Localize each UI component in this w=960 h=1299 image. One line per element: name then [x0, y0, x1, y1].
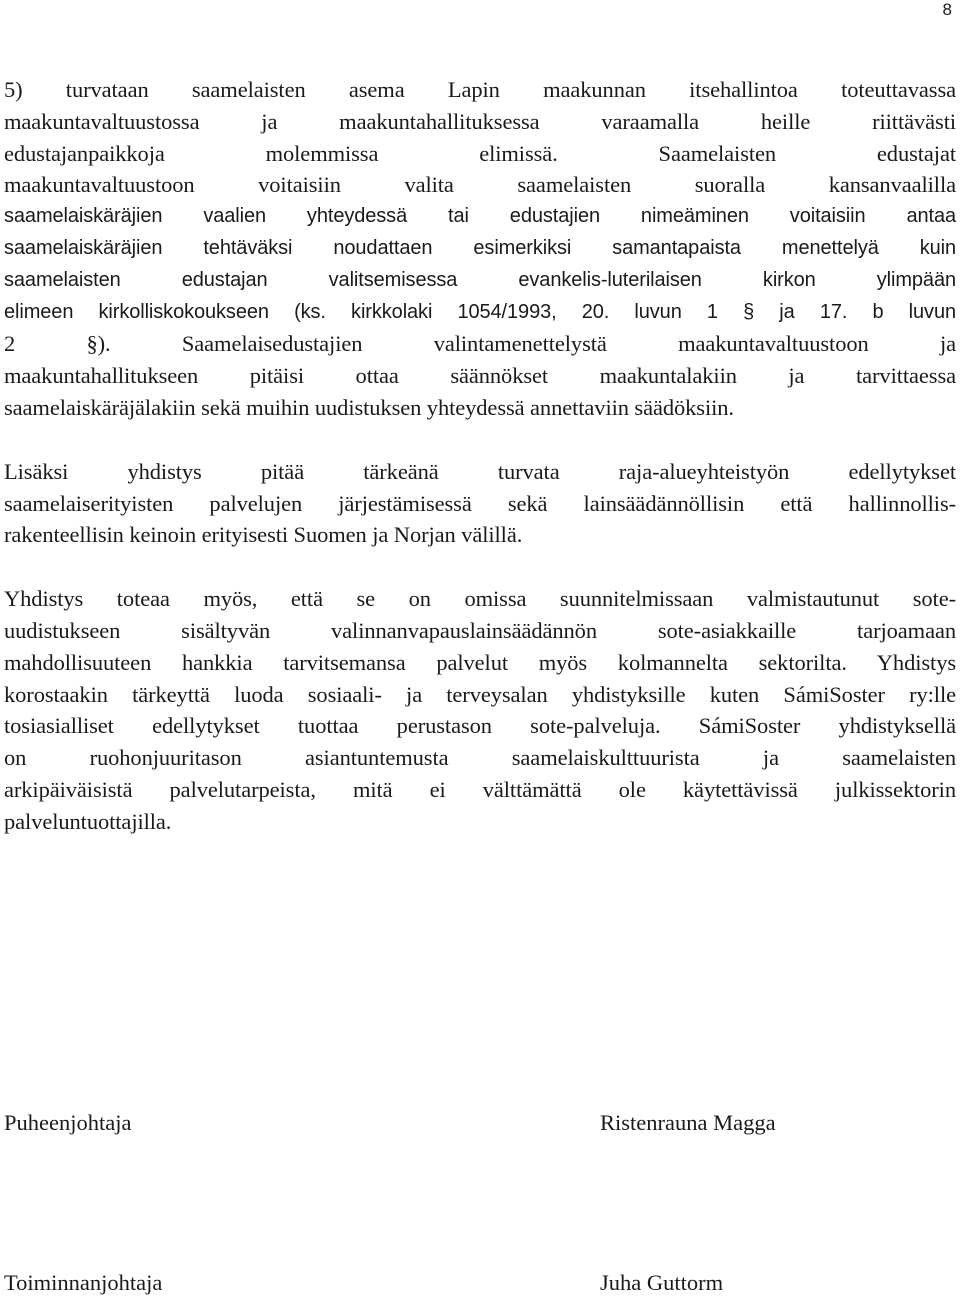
text-line: korostaakin tärkeyttä luoda sosiaali- ja terveysalan yhdistyksille kuten SámiSoster ry:lle [4, 681, 956, 707]
paragraph-sote-uudistus [4, 583, 956, 837]
text-line: uudistukseen sisältyvän valinnanvapauslainsäädännön sote-asiakkaille tarjoamaan [4, 617, 956, 643]
text-line: 2 §). Saamelaisedustajien valintamenettelystä maakuntavaltuustoon ja [4, 331, 956, 357]
text-line: maakuntavaltuustossa ja maakuntahallituksessa varaamalla heille riittävästi [4, 108, 956, 134]
signature-row-chair [4, 1108, 956, 1138]
text-line: Lisäksi yhdistys pitää tärkeänä turvata raja-alueyhteistyön edellytykset [4, 458, 956, 484]
paragraph-raja-alueyhteistyo [4, 456, 956, 551]
text-line: saamelaiskäräjien tehtäväksi noudattaen esimerkiksi samantapaista menettelyä kuin [4, 236, 956, 259]
text-line: 5) turvataan saamelaisten asema Lapin maakunnan itsehallintoa toteuttavassa [4, 77, 956, 102]
text-line: saamelaiserityisten palvelujen järjestämisessä sekä lainsäädännöllisin että hallinnollis- [4, 490, 956, 516]
text-line: on ruohonjuuritason asiantuntemusta saamelaiskulttuurista ja saamelaisten [4, 745, 956, 771]
text-line: palveluntuottajilla. [4, 808, 172, 834]
text-line: maakuntahallitukseen pitäisi ottaa säännökset maakuntalakiin ja tarvittaessa [4, 363, 956, 389]
paragraph-saamelaisten-asema [4, 74, 956, 424]
signature-name: Ristenrauna Magga [600, 1110, 776, 1135]
document-body [4, 74, 956, 838]
text-line: edustajanpaikkoja molemmissa elimissä. Saamelaisten edustajat [4, 140, 956, 166]
text-line: Yhdistys toteaa myös, että se on omissa suunnitelmissaan valmistautunut sote- [4, 586, 956, 612]
page-number: 8 [942, 0, 952, 19]
text-line: mahdollisuuteen hankkia tarvitsemansa palvelut myös kolmannelta sektorilta. Yhdistys [4, 649, 956, 675]
signature-role: Toiminnanjohtaja [4, 1270, 163, 1295]
text-line: saamelaiskäräjien vaalien yhteydessä tai edustajien nimeäminen voitaisiin antaa [4, 205, 956, 228]
text-line: saamelaisten edustajan valitsemisessa evankelis-luterilaisen kirkon ylimpään [4, 268, 956, 291]
text-line: tosiasialliset edellytykset tuottaa perustason sote-palveluja. SámiSoster yhdistyksellä [4, 713, 956, 739]
signature-row-director [4, 1268, 956, 1298]
signature-role: Puheenjohtaja [4, 1110, 132, 1135]
text-line: elimeen kirkolliskokoukseen (ks. kirkkolaki 1054/1993, 20. luvun 1 § ja 17. b luvun [4, 300, 956, 323]
signature-name: Juha Guttorm [600, 1270, 724, 1295]
text-line: rakenteellisin keinoin erityisesti Suomen ja Norjan välillä. [4, 522, 523, 548]
text-line: saamelaiskäräjälakiin sekä muihin uudistuksen yhteydessä annettaviin säädöksiin. [4, 394, 734, 420]
text-line: maakuntavaltuustoon voitaisiin valita saamelaisten suoralla kansanvaalilla [4, 172, 956, 198]
text-line: arkipäiväisistä palvelutarpeista, mitä ei välttämättä ole käytettävissä julkissektorin [4, 776, 956, 802]
